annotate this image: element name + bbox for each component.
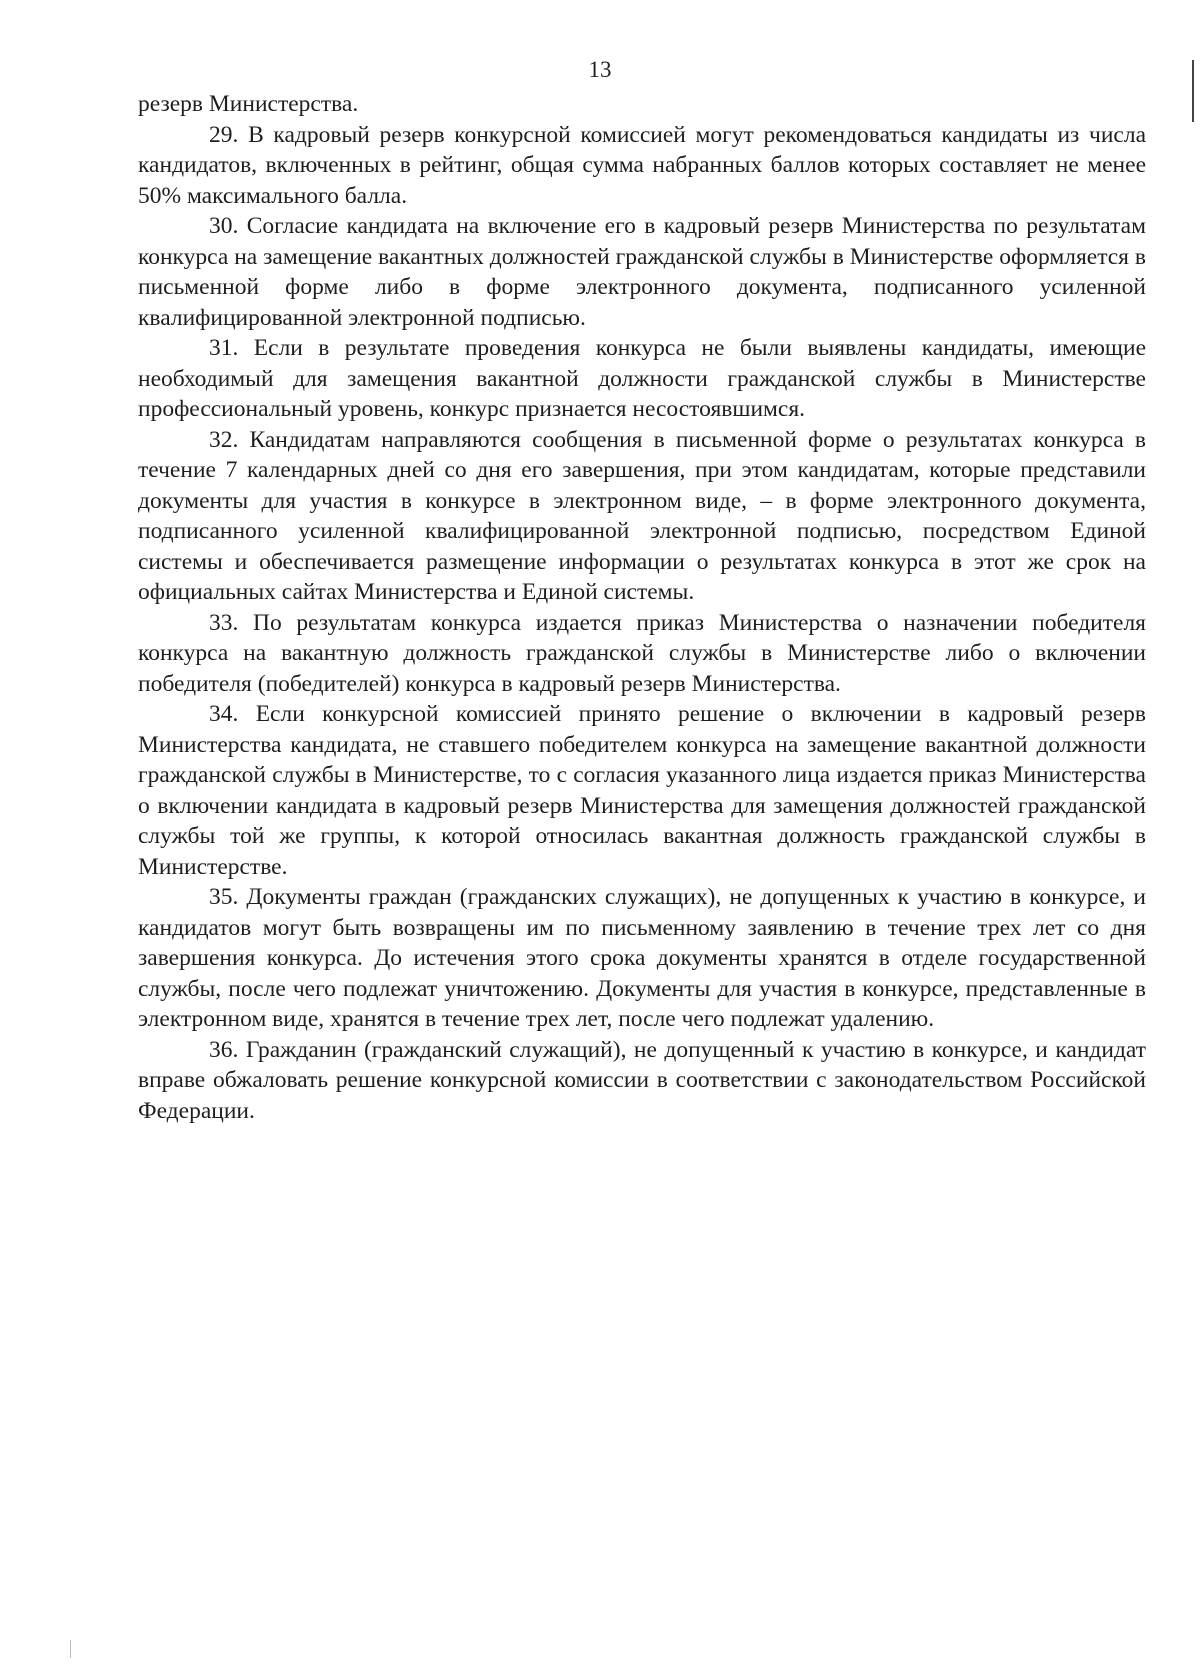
paragraph-36: 36. Гражданин (гражданский служащий), не допущенный к участию в конкурсе, и кандидат вправе обжаловать решение конкурсной комиссии в соответствии с законодательством Российской Федерации. bbox=[138, 1036, 1146, 1124]
paragraph-32: 32. Кандидатам направляются сообщения в письменной форме о результатах конкурса в течение 7 календарных дней со дня его завершения, при этом кандидатам, которые представили документы для участия в конкурсе в электронном виде, – в форме электронного документа, подписанного усиленной квалифицированной электронной подписью, посредством Единой системы и обеспечивается размещение информации о результатах конкурса в этот же срок на официальных сайтах Министерства и Единой системы. bbox=[138, 426, 1146, 605]
document-body bbox=[138, 89, 1146, 1126]
paragraph-continuation: резерв Министерства. bbox=[138, 91, 359, 117]
paragraph-34: 34. Если конкурсной комиссией принято решение о включении в кадровый резерв Министерства кандидата, не ставшего победителем конкурса на замещение вакантной должности гражданской службы в Министерстве, то с согласия указанного лица издается приказ Министерства о включении кандидата в кадровый резерв Министерства для замещения должностей гражданской службы той же группы, к которой относилась вакантная должность гражданской службы в Министерстве. bbox=[138, 701, 1146, 880]
paragraph-29: 29. В кадровый резерв конкурсной комиссией могут рекомендоваться кандидаты из числа кандидатов, включенных в рейтинг, общая сумма набранных баллов которых составляет не менее 50% максимального балла. bbox=[138, 121, 1146, 209]
paragraph-33: 33. По результатам конкурса издается приказ Министерства о назначении победителя конкурса на вакантную должность гражданской службы в Министерстве либо о включении победителя (победителей) конкурса в кадровый резерв Министерства. bbox=[138, 609, 1146, 697]
scan-speck bbox=[70, 1640, 71, 1658]
paragraph-35: 35. Документы граждан (гражданских служащих), не допущенных к участию в конкурсе, и кандидатов могут быть возвращены им по письменному заявлению в течение трех лет со дня завершения конкурса. До истечения этого срока документы хранятся в отделе государственной службы, после чего подлежат уничтожению. Документы для участия в конкурсе, представленные в электронном виде, хранятся в течение трех лет, после чего подлежат удалению. bbox=[138, 884, 1146, 1032]
paragraph-30: 30. Согласие кандидата на включение его в кадровый резерв Министерства по результатам конкурса на замещение вакантных должностей гражданской службы в Министерстве оформляется в письменной форме либо в форме электронного документа, подписанного усиленной квалифицированной электронной подписью. bbox=[138, 213, 1146, 331]
paragraph-31: 31. Если в результате проведения конкурса не были выявлены кандидаты, имеющие необходимый для замещения вакантной должности гражданской службы в Министерстве профессиональный уровень, конкурс признается несостоявшимся. bbox=[138, 335, 1146, 422]
page-number: 13 bbox=[588, 57, 612, 82]
